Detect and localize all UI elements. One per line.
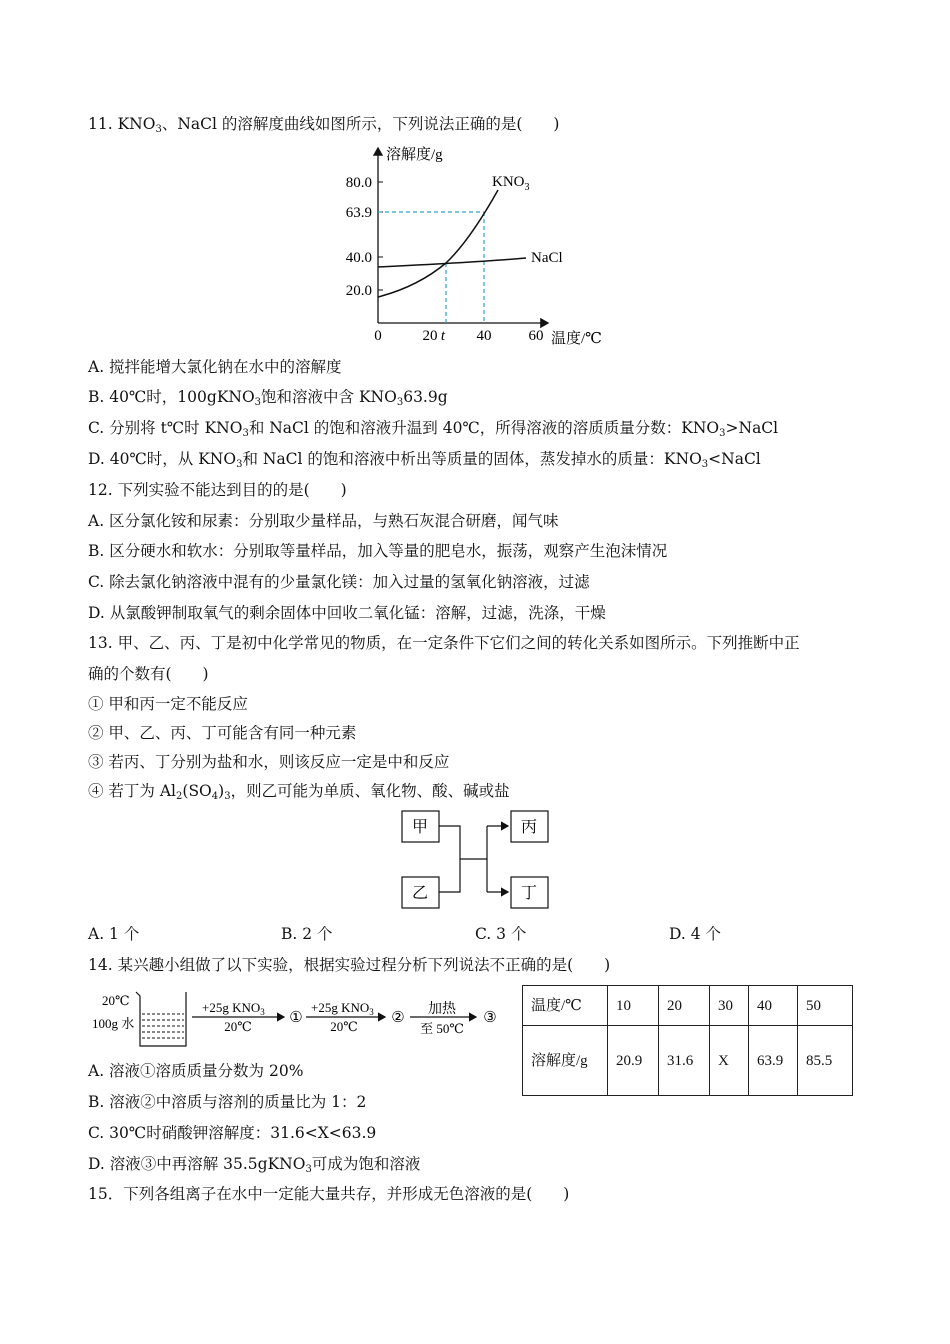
q11-option-d: D. 40℃时，从 $KNO_3$和 NaCl 的饱和溶液中析出等质量的固体，蒸发掉水的质量：$KNO_3<NaCl$ [88,450,761,470]
y-axis-label: 溶解度/g [386,147,443,163]
transformation-diagram [395,808,555,916]
y-tick-40: 40.0 [345,250,372,266]
beaker-water: 100g 水 [92,1016,135,1031]
solution-1: ① [289,1010,303,1026]
q11-option-b: B. 40℃时，100gKNO$_3$饱和溶液中含 $KNO_363.9g$ [88,388,448,408]
svg-text:+25g KNO3: +25g $KNO_3$ [311,1000,374,1017]
table-row: 溶解度/g 20.9 31.6 X 63.9 85.5 [523,1026,853,1096]
solution-3: ③ [483,1010,497,1026]
q14-option-a: A. 溶液①溶质质量分数为 20% [88,1062,304,1080]
q13-statement-4: ④ 若丁为 $Al_2(SO_4)_3$，则乙可能为单质、氧化物、酸、碱或盐 [88,782,510,802]
beaker-temp: 20℃ [102,993,130,1008]
q15-stem: 15．下列各组离子在水中一定能大量共存，并形成无色溶液的是( ) [88,1185,570,1203]
x-tick-60: 60 [528,328,544,344]
q13-stem-line1: 13. 甲、乙、丙、丁是初中化学常见的物质，在一定条件下它们之间的转化关系如图所示。下列推断中正 [88,634,800,652]
q13-statement-3: ③ 若丙、丁分别为盐和水，则该反应一定是中和反应 [88,753,450,771]
q13-option-b: B. 2 个 [281,925,333,943]
q11-stem: 11. $KNO_3$、NaCl 的溶解度曲线如图所示，下列说法正确的是( ) [88,115,560,135]
q12-option-d: D. 从氯酸钾制取氧气的剩余固体中回收二氧化锰：溶解，过滤，洗涤，干燥 [88,604,606,622]
q13-statement-2: ② 甲、乙、丙、丁可能含有同一种元素 [88,724,357,742]
x-tick-20: 20 [422,328,438,344]
x-tick-40: 40 [476,328,492,344]
experiment-process-diagram [88,985,508,1055]
q13-option-d: D. 4 个 [669,925,722,943]
q13-option-a: A. 1 个 [88,925,140,943]
svg-text:+25g KNO3: +25g $KNO_3$ [202,1000,265,1017]
solution-2: ② [391,1010,405,1026]
solubility-curve-chart [330,140,620,350]
nacl-curve [378,258,526,267]
kno3-curve [378,190,498,297]
y-tick-63.9: 63.9 [345,205,372,221]
q14-option-c: C. 30℃时硝酸钾溶解度：31.6<X<63.9 [88,1124,377,1142]
q12-option-c: C. 除去氯化钠溶液中混有的少量氯化镁：加入过量的氢氧化钠溶液，过滤 [88,573,590,591]
q14-stem: 14. 某兴趣小组做了以下实验，根据实验过程分析下列说法不正确的是( ) [88,956,611,974]
q13-stem-line2: 确的个数有( ) [88,665,209,683]
svg-text:20℃: 20℃ [224,1019,252,1034]
q13-option-c: C. 3 个 [475,925,527,943]
x-axis-label: 温度/℃ [551,331,602,347]
solubility-table [522,985,853,1096]
q11-option-a: A. 搅拌能增大氯化钠在水中的溶解度 [88,358,342,376]
kno3-label: $KNO_3$ [492,174,530,193]
q12-stem: 12. 下列实验不能达到目的的是( ) [88,481,347,499]
y-tick-20: 20.0 [345,283,372,299]
label-ding: 丁 [520,885,538,902]
nacl-label: NaCl [531,250,563,266]
label-jia: 甲 [411,819,429,836]
q14-option-b: B. 溶液②中溶质与溶剂的质量比为 1：2 [88,1093,367,1111]
svg-text:加热: 加热 [428,1002,456,1017]
q11-option-c: C. 分别将 t℃时 $KNO_3$和 NaCl 的饱和溶液升温到 40℃，所得溶液的溶质质量分数：$KNO_3>NaCl$ [88,419,779,439]
table-row: 温度/℃ 10 20 30 40 50 [523,986,853,1026]
x-tick-0: 0 [374,328,382,344]
svg-text:至 50℃: 至 50℃ [420,1021,464,1036]
y-tick-80: 80.0 [345,175,372,191]
x-tick-t: t [440,328,446,344]
svg-text:20℃: 20℃ [330,1019,358,1034]
q12-option-a: A. 区分氯化铵和尿素：分别取少量样品，与熟石灰混合研磨，闻气味 [88,512,559,530]
q13-statement-1: ① 甲和丙一定不能反应 [88,695,248,713]
label-bing: 丙 [520,819,538,836]
q12-option-b: B. 区分硬水和软水：分别取等量样品，加入等量的肥皂水，振荡，观察产生泡沫情况 [88,542,668,560]
label-yi: 乙 [411,885,429,902]
q14-option-d: D. 溶液③中再溶解 35.5gKNO$_3$可成为饱和溶液 [88,1155,421,1175]
